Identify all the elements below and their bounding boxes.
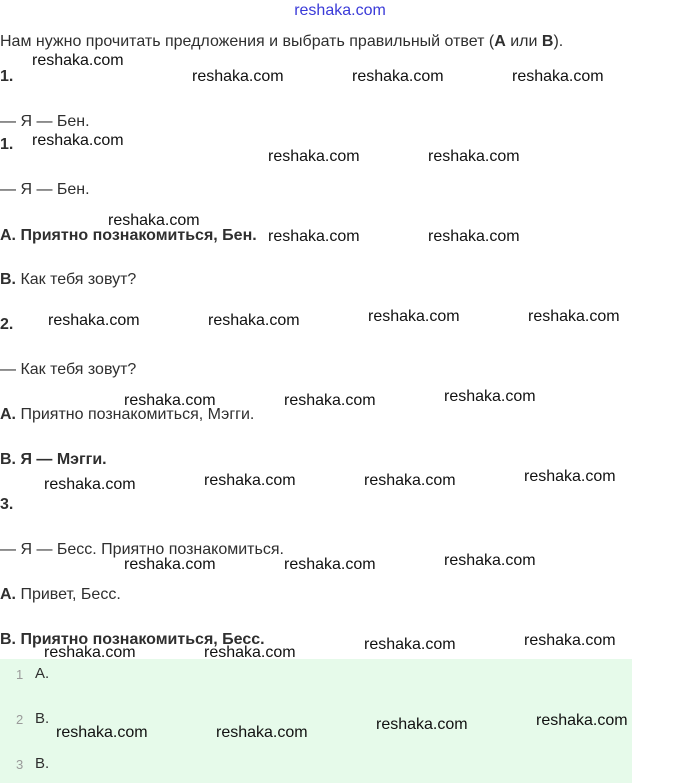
task-intro	[0, 32, 563, 52]
answer-number: 3	[16, 757, 24, 772]
answer-value: B.	[35, 755, 50, 772]
answer-value: A.	[35, 665, 50, 682]
watermark: reshaka.com	[204, 644, 296, 661]
watermark: reshaka.com	[48, 312, 140, 329]
option-letter: A.	[0, 406, 16, 423]
watermark: reshaka.com	[56, 724, 148, 741]
watermark: reshaka.com	[536, 712, 628, 729]
item-number: 1.	[0, 68, 14, 85]
option-line	[0, 270, 136, 290]
option-text: Приятно познакомиться, Бесс.	[16, 631, 265, 648]
watermark: reshaka.com	[268, 228, 360, 245]
watermark: reshaka.com	[32, 52, 124, 69]
watermark: reshaka.com	[208, 312, 300, 329]
option-letter: A.	[0, 227, 16, 244]
watermark: reshaka.com	[204, 472, 296, 489]
dialogue-line: — Я — Бен.	[0, 113, 90, 130]
watermark: reshaka.com	[524, 632, 616, 649]
site-header	[0, 2, 680, 20]
watermark: reshaka.com	[528, 308, 620, 325]
watermark: reshaka.com	[428, 148, 520, 165]
dialogue-line: — Я — Бесс. Приятно познакомиться.	[0, 541, 284, 558]
item-number: 3.	[0, 496, 14, 513]
dialogue-line: — Как тебя зовут?	[0, 361, 137, 378]
watermark: reshaka.com	[268, 148, 360, 165]
option-letter: B.	[0, 631, 16, 648]
intro-end: ).	[553, 33, 564, 50]
intro-option-a: A	[494, 33, 506, 50]
option-text: Как тебя зовут?	[16, 271, 137, 288]
intro-text: Нам нужно прочитать предложения и выбрать правильный ответ (	[0, 33, 495, 50]
watermark: reshaka.com	[44, 476, 136, 493]
watermark: reshaka.com	[44, 644, 136, 661]
option-text: Приятно познакомиться, Бен.	[16, 227, 257, 244]
watermark: reshaka.com	[284, 556, 376, 573]
watermark: reshaka.com	[512, 68, 604, 85]
answer-number: 2	[16, 712, 24, 727]
answer-value: B.	[35, 710, 50, 727]
watermark: reshaka.com	[124, 392, 216, 409]
option-line	[0, 450, 107, 470]
option-text: Я — Мэгги.	[16, 451, 107, 468]
site-title[interactable]: reshaka.com	[294, 2, 386, 19]
watermark: reshaka.com	[364, 636, 456, 653]
intro-option-b: B	[541, 33, 554, 50]
answer-number: 1	[16, 667, 24, 682]
watermark: reshaka.com	[124, 556, 216, 573]
watermark: reshaka.com	[216, 724, 308, 741]
watermark: reshaka.com	[32, 132, 124, 149]
option-text: Приятно познакомиться, Мэгги.	[16, 406, 255, 423]
option-text: Привет, Бесс.	[16, 586, 121, 603]
watermark: reshaka.com	[284, 392, 376, 409]
watermark: reshaka.com	[524, 468, 616, 485]
item-number: 1.	[0, 136, 14, 153]
item-number: 2.	[0, 316, 14, 333]
watermark: reshaka.com	[352, 68, 444, 85]
option-letter: A.	[0, 586, 16, 603]
intro-middle: или	[505, 33, 542, 50]
watermark: reshaka.com	[376, 716, 468, 733]
watermark: reshaka.com	[444, 388, 536, 405]
option-letter: B.	[0, 451, 16, 468]
watermark: reshaka.com	[368, 308, 460, 325]
watermark: reshaka.com	[108, 212, 200, 229]
watermark: reshaka.com	[444, 552, 536, 569]
watermark: reshaka.com	[192, 68, 284, 85]
option-letter: B.	[0, 271, 16, 288]
dialogue-line: — Я — Бен.	[0, 181, 90, 198]
watermark: reshaka.com	[364, 472, 456, 489]
option-line	[0, 585, 121, 605]
watermark: reshaka.com	[428, 228, 520, 245]
